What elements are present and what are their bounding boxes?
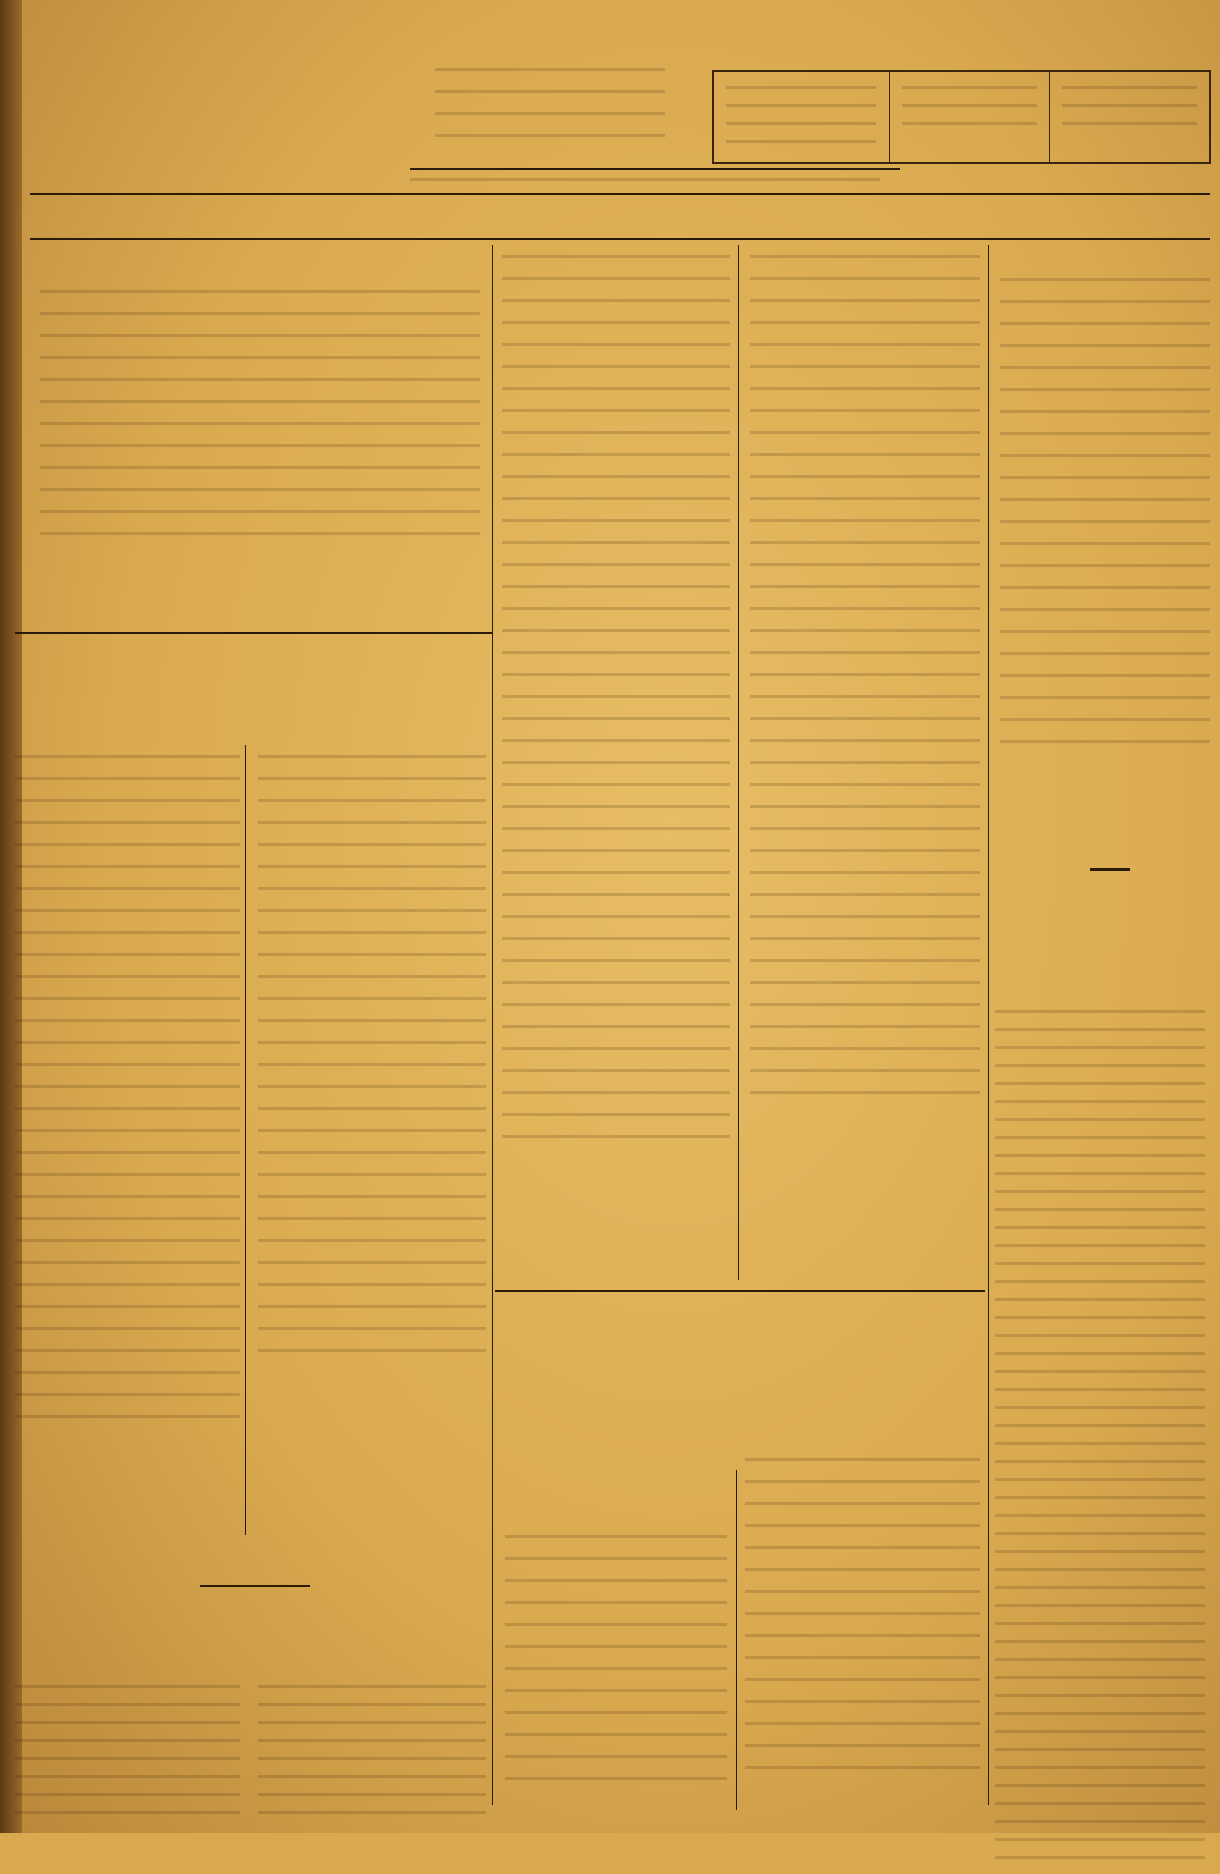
teachers-end-rule — [495, 1290, 985, 1292]
issue-line-top-rule — [30, 193, 1210, 195]
editorial-rule — [15, 632, 492, 634]
column-rule-west — [245, 745, 246, 1535]
subscription-box — [712, 70, 1211, 164]
column-rule-2 — [738, 245, 739, 1280]
column-rule-3 — [988, 245, 989, 1805]
west-end-rule — [200, 1585, 310, 1587]
masthead-rule — [410, 168, 900, 170]
column-rule-1 — [492, 245, 493, 1805]
front-news-end-rule — [1090, 868, 1130, 871]
column-rule-4 — [736, 1470, 737, 1810]
issue-line-bottom-rule — [30, 238, 1210, 240]
